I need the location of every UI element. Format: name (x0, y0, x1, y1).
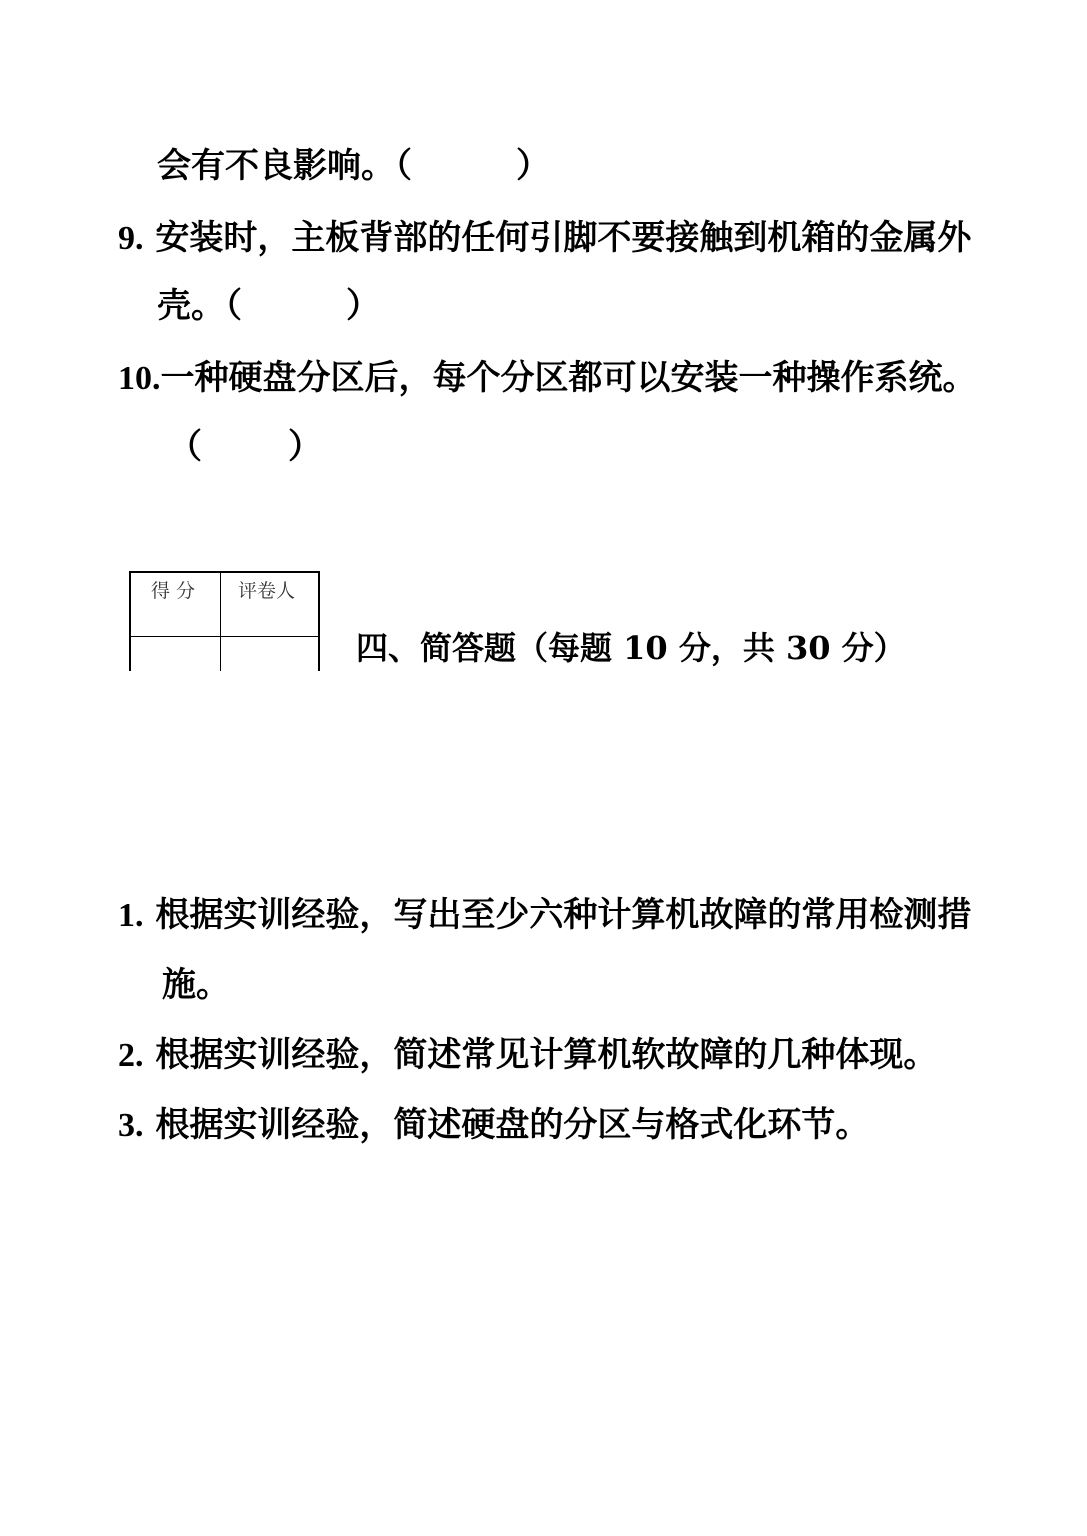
short-question-3 (118, 1105, 869, 1146)
question-9 (118, 218, 971, 259)
question-10 (118, 358, 977, 399)
open-paren: （ (168, 427, 202, 467)
question-10-answer-blank (168, 427, 322, 467)
question-number: 1. (118, 897, 144, 934)
answer-line-8-continued (157, 146, 550, 186)
score-label: 得 分 (151, 580, 196, 602)
table-divider (131, 636, 318, 637)
question-number: 3. (118, 1107, 144, 1144)
question-text: 根据实训经验，简述硬盘的分区与格式化环节。 (155, 1105, 870, 1145)
question-text: 一种硬盘分区后，每个分区都可以安装一种操作系统。 (160, 358, 977, 398)
score-table (129, 571, 320, 671)
question-text: 根据实训经验，写出至少六种计算机故障的常用检测措 (155, 895, 972, 935)
table-divider (220, 573, 221, 671)
short-question-1 (118, 895, 971, 936)
question-text: 安装时，主板背部的任何引脚不要接触到机箱的金属外 (155, 218, 972, 258)
line-text: 壳。（ (157, 286, 242, 326)
short-question-1-continued (162, 965, 230, 1005)
close-paren: ） (288, 427, 322, 467)
close-paren: ） (516, 146, 550, 186)
question-number: 2. (118, 1037, 144, 1074)
question-number: 9. (118, 220, 144, 257)
question-9-continued (157, 286, 380, 326)
question-number: 10. (118, 360, 161, 397)
close-paren: ） (346, 286, 380, 326)
grader-label: 评卷人 (238, 580, 296, 602)
short-question-2 (118, 1035, 937, 1076)
section-title: 四、简答题（每题 10 分，共 30 分） (356, 629, 906, 667)
question-text: 施。 (162, 965, 230, 1005)
question-text: 根据实训经验，简述常见计算机软故障的几种体现。 (155, 1035, 938, 1075)
line-text: 会有不良影响。（ (157, 146, 412, 186)
